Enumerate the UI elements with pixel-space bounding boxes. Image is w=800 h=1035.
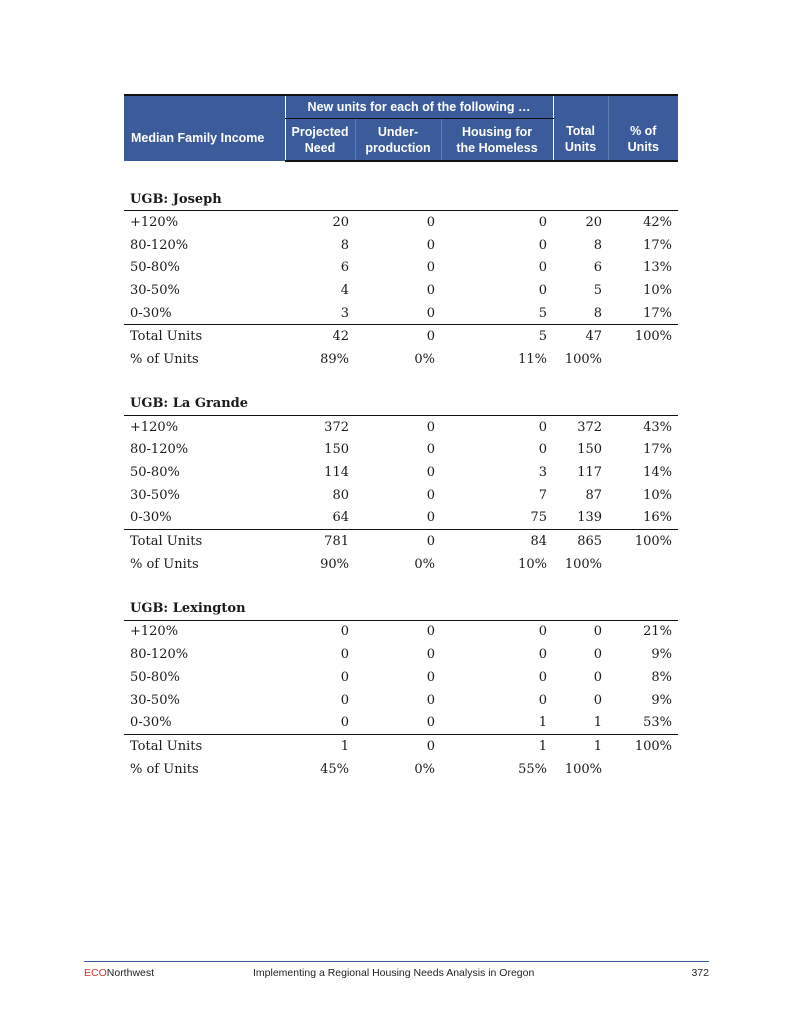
group-heading: UGB: La Grande <box>124 387 678 416</box>
table-row <box>124 666 678 689</box>
table-row <box>124 461 678 484</box>
table-row <box>124 689 678 712</box>
header-projected-line2: Need <box>304 140 336 155</box>
cell-underproduction: 0 <box>426 442 435 458</box>
table-row <box>124 234 678 257</box>
cell-income-label: +120% <box>130 624 179 640</box>
table-row <box>124 302 678 325</box>
cell-income-label: 30-50% <box>130 282 180 298</box>
cell-underproduction: 0 <box>426 260 435 276</box>
cell-projected-need: 0 <box>340 624 349 640</box>
cell-underproduction: 0 <box>426 237 435 253</box>
pct-total-units: 100% <box>564 351 603 367</box>
pct-homeless: 55% <box>518 761 548 777</box>
header-homeless-line2: the Homeless <box>456 140 538 155</box>
cell-projected-need: 0 <box>340 669 349 685</box>
footer-brand-eco: ECO <box>84 967 107 979</box>
cell-projected-need: 3 <box>340 305 349 321</box>
cell-pct-units: 17% <box>643 237 673 253</box>
cell-homeless: 0 <box>538 237 548 253</box>
cell-homeless: 7 <box>538 487 548 503</box>
total-income-label: Total Units <box>124 325 285 348</box>
total-projected-need: 1 <box>285 735 355 758</box>
cell-homeless: 0 <box>538 692 548 708</box>
spacer-cell <box>124 161 678 182</box>
footer-brand <box>84 967 154 979</box>
cell-homeless: 5 <box>538 305 548 321</box>
cell-underproduction: 0 <box>426 715 435 731</box>
table-body <box>124 161 678 780</box>
cell-homeless: 0 <box>538 442 548 458</box>
cell-pct-units: 43% <box>643 419 673 435</box>
cell-underproduction: 0 <box>426 624 435 640</box>
header-projected-need <box>285 119 355 162</box>
total-projected-need: 781 <box>285 530 355 553</box>
total-row <box>124 530 678 553</box>
total-projected-need: 42 <box>285 325 355 348</box>
header-underproduction <box>355 119 441 162</box>
total-pct-units: 100% <box>608 530 678 553</box>
pct-income-label: % of Units <box>130 351 199 367</box>
housing-needs-table-container <box>124 94 678 780</box>
total-income-label: Total Units <box>124 735 285 758</box>
cell-homeless: 3 <box>538 465 548 481</box>
cell-total-units: 0 <box>593 692 603 708</box>
cell-projected-need: 64 <box>332 510 349 526</box>
pct-projected-need: 90% <box>320 556 349 572</box>
cell-homeless: 0 <box>538 260 548 276</box>
cell-underproduction: 0 <box>426 419 435 435</box>
cell-pct-units: 9% <box>651 692 673 708</box>
header-pct-line1: % of <box>630 124 657 139</box>
cell-income-label: 30-50% <box>130 487 180 503</box>
total-pct-units: 100% <box>608 325 678 348</box>
cell-pct-units: 10% <box>643 282 673 298</box>
group-heading: UGB: Joseph <box>124 182 678 211</box>
cell-projected-need: 6 <box>340 260 349 276</box>
cell-homeless: 75 <box>530 510 548 526</box>
group-spacer <box>124 576 678 592</box>
cell-total-units: 1 <box>593 715 603 731</box>
cell-underproduction: 0 <box>426 305 435 321</box>
header-under-line2: production <box>365 140 431 155</box>
pct-pct-units <box>608 553 678 576</box>
header-pct-units <box>608 119 678 162</box>
cell-pct-units: 9% <box>651 647 673 663</box>
pct-pct-units <box>608 348 678 371</box>
cell-projected-need: 150 <box>324 442 349 458</box>
cell-pct-units: 53% <box>643 715 673 731</box>
cell-total-units: 20 <box>585 214 603 230</box>
footer-brand-rest: Northwest <box>106 967 155 979</box>
cell-homeless: 0 <box>538 419 548 435</box>
cell-income-label: 50-80% <box>130 260 180 276</box>
cell-income-label: 0-30% <box>130 510 172 526</box>
cell-projected-need: 0 <box>340 647 349 663</box>
cell-underproduction: 0 <box>426 465 435 481</box>
cell-pct-units: 8% <box>651 669 673 685</box>
group-heading-row <box>124 182 678 211</box>
cell-pct-units: 10% <box>643 487 673 503</box>
housing-needs-table <box>124 94 678 780</box>
header-median-family-income: Median Family Income <box>124 95 285 161</box>
cell-pct-units: 13% <box>643 260 673 276</box>
table-row <box>124 643 678 666</box>
cell-total-units: 139 <box>577 510 603 526</box>
header-homeless-line1: Housing for <box>461 124 533 139</box>
cell-pct-units: 14% <box>643 465 673 481</box>
cell-underproduction: 0 <box>426 669 435 685</box>
total-row <box>124 735 678 758</box>
header-pct-line2: Units <box>627 140 659 155</box>
cell-income-label: 80-120% <box>130 647 189 663</box>
cell-income-label: 50-80% <box>130 669 180 685</box>
cell-projected-need: 372 <box>324 419 349 435</box>
cell-homeless: 0 <box>538 647 548 663</box>
pct-projected-need: 45% <box>320 761 349 777</box>
cell-total-units: 0 <box>593 624 603 640</box>
total-underproduction: 0 <box>355 325 441 348</box>
table-row <box>124 439 678 462</box>
cell-pct-units: 16% <box>643 510 673 526</box>
header-under-line1: Under- <box>377 124 419 139</box>
cell-income-label: +120% <box>130 419 179 435</box>
footer-document-title: Implementing a Regional Housing Needs Analysis in Oregon <box>253 967 535 979</box>
cell-projected-need: 0 <box>340 715 349 731</box>
group-spacer <box>124 161 678 182</box>
page-footer <box>84 961 709 979</box>
pct-total-units: 100% <box>564 761 603 777</box>
cell-total-units: 0 <box>593 647 603 663</box>
cell-projected-need: 80 <box>332 487 349 503</box>
footer-page-number: 372 <box>691 967 709 979</box>
group-heading: UGB: Lexington <box>124 592 678 621</box>
table-row <box>124 256 678 279</box>
cell-homeless: 0 <box>538 624 548 640</box>
total-income-label: Total Units <box>124 530 285 553</box>
cell-projected-need: 114 <box>324 465 349 481</box>
cell-underproduction: 0 <box>426 692 435 708</box>
pct-income-label: % of Units <box>130 761 199 777</box>
group-spacer <box>124 371 678 387</box>
total-pct-units: 100% <box>608 735 678 758</box>
cell-underproduction: 0 <box>426 214 435 230</box>
group-heading-row <box>124 592 678 621</box>
cell-projected-need: 4 <box>340 282 349 298</box>
header-spacer-pct <box>608 95 678 119</box>
header-total-line1: Total <box>566 124 595 139</box>
pct-projected-need: 89% <box>320 351 349 367</box>
total-total-units: 865 <box>553 530 608 553</box>
table-row <box>124 711 678 734</box>
header-total-line2: Units <box>564 140 597 155</box>
header-total-units <box>553 119 608 162</box>
total-homeless: 84 <box>441 530 553 553</box>
cell-underproduction: 0 <box>426 647 435 663</box>
pct-underproduction: 0% <box>414 761 435 777</box>
cell-pct-units: 42% <box>643 214 673 230</box>
total-homeless: 5 <box>441 325 553 348</box>
cell-underproduction: 0 <box>426 282 435 298</box>
header-housing-homeless <box>441 119 553 162</box>
total-row <box>124 325 678 348</box>
cell-income-label: 30-50% <box>130 692 180 708</box>
cell-homeless: 0 <box>538 669 548 685</box>
cell-total-units: 0 <box>593 669 603 685</box>
spacer-cell <box>124 371 678 387</box>
cell-homeless: 0 <box>538 214 548 230</box>
cell-underproduction: 0 <box>426 510 435 526</box>
cell-income-label: 50-80% <box>130 465 180 481</box>
cell-income-label: +120% <box>130 214 179 230</box>
table-row <box>124 507 678 530</box>
header-projected-line1: Projected <box>291 124 349 139</box>
total-underproduction: 0 <box>355 530 441 553</box>
cell-income-label: 0-30% <box>130 715 172 731</box>
cell-projected-need: 20 <box>332 214 349 230</box>
cell-total-units: 87 <box>585 487 603 503</box>
cell-homeless: 0 <box>538 282 548 298</box>
header-new-units-span: New units for each of the following … <box>285 95 553 119</box>
cell-projected-need: 8 <box>340 237 349 253</box>
pct-homeless: 10% <box>518 556 548 572</box>
cell-projected-need: 0 <box>340 692 349 708</box>
cell-pct-units: 17% <box>643 442 673 458</box>
cell-pct-units: 17% <box>643 305 673 321</box>
pct-underproduction: 0% <box>414 556 435 572</box>
cell-income-label: 0-30% <box>130 305 172 321</box>
total-total-units: 47 <box>553 325 608 348</box>
cell-total-units: 5 <box>593 282 603 298</box>
cell-income-label: 80-120% <box>130 237 189 253</box>
cell-total-units: 150 <box>577 442 603 458</box>
total-underproduction: 0 <box>355 735 441 758</box>
pct-homeless: 11% <box>518 351 548 367</box>
header-spacer-total <box>553 95 608 119</box>
cell-homeless: 1 <box>538 715 548 731</box>
pct-total-units: 100% <box>564 556 603 572</box>
table-row <box>124 211 678 234</box>
table-row <box>124 484 678 507</box>
pct-income-label: % of Units <box>130 556 199 572</box>
cell-total-units: 8 <box>593 305 603 321</box>
table-header <box>124 95 678 161</box>
group-heading-row <box>124 387 678 416</box>
table-row <box>124 620 678 643</box>
cell-total-units: 8 <box>593 237 603 253</box>
cell-pct-units: 21% <box>643 624 673 640</box>
pct-pct-units <box>608 758 678 781</box>
total-total-units: 1 <box>553 735 608 758</box>
table-row <box>124 415 678 438</box>
cell-income-label: 80-120% <box>130 442 189 458</box>
spacer-cell <box>124 576 678 592</box>
pct-underproduction: 0% <box>414 351 435 367</box>
pct-row <box>124 348 678 371</box>
cell-underproduction: 0 <box>426 487 435 503</box>
table-row <box>124 279 678 302</box>
pct-row <box>124 553 678 576</box>
cell-total-units: 6 <box>593 260 603 276</box>
total-homeless: 1 <box>441 735 553 758</box>
pct-row <box>124 758 678 781</box>
cell-total-units: 372 <box>577 419 603 435</box>
cell-total-units: 117 <box>577 465 603 481</box>
